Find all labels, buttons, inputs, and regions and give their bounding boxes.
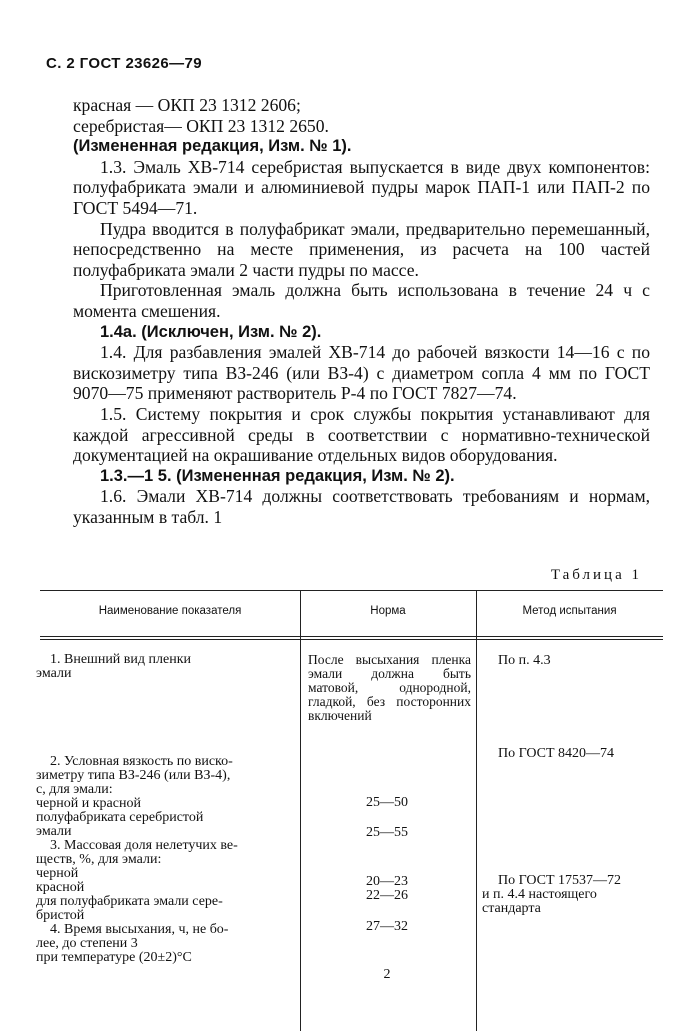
table-row-2-line: полуфабриката серебристой — [36, 810, 204, 825]
table-row-3-method-line: и п. 4.4 настоящего — [482, 887, 597, 902]
table-row-1-line: 1. Внешний вид пленки — [50, 652, 192, 667]
table-row-2-line: зиметру типа ВЗ-246 (или ВЗ-4), — [36, 768, 231, 783]
table-row-3-line: 3. Массовая доля нелетучих ве- — [50, 838, 238, 853]
norm-nonvolatile-black: 20—23 — [366, 874, 408, 889]
table-row-3-method-line: стандарта — [482, 901, 541, 916]
table-header-border — [40, 636, 663, 637]
table-row-2-line: с, для эмали: — [36, 782, 113, 797]
paragraph-1-6: 1.6. Эмали ХВ-714 должны соответствовать требованиям и нормам, указанным в табл. 1 — [73, 486, 650, 527]
norm-viscosity-semi: 25—55 — [366, 825, 408, 840]
norm-nonvolatile-red: 22—26 — [366, 888, 408, 903]
table-row-4-line: при температуре (20±2)°С — [36, 950, 192, 965]
paragraph-1-4a: 1.4а. (Исключен, Изм. № 2). — [100, 322, 322, 341]
column-indicator — [36, 653, 298, 965]
paragraph-prepared: Приготовленная эмаль должна быть использована в течение 24 ч с момента смешения. — [73, 280, 650, 321]
table-row-1-norm: После высыхания пленка эмали должна быть матовой, однородной, гладкой, без посторонних включений — [308, 652, 471, 723]
table-row-2-line: черной и красной — [36, 796, 141, 811]
table-row-2-method: По ГОСТ 8420—74 — [498, 746, 615, 761]
table-row-2-line: 2. Условная вязкость по виско- — [50, 754, 233, 769]
paragraph-okp-silver: серебристая— ОКП 23 1312 2650. — [73, 115, 329, 136]
table-header-method: Метод испытания — [522, 605, 617, 617]
table-row-3-line: ществ, %, для эмали: — [36, 852, 162, 867]
table-row-4-line: 4. Время высыхания, ч, не бо- — [50, 922, 229, 937]
table-top-border — [40, 590, 663, 591]
paragraph-1-5: 1.5. Систему покрытия и срок службы покрытия устанавливают для каждой агрессивной среды в соответствии с нормативно-технической документацией на окрашивание отдельных видов оборудования. — [73, 403, 650, 466]
table-row-4-line: лее, до степени 3 — [36, 936, 138, 951]
table-row-3-line: бристой — [36, 908, 85, 923]
body-text — [73, 95, 650, 527]
amendment-note-1: (Измененная редакция, Изм. № 1). — [73, 137, 352, 156]
norm-drying-time: 2 — [383, 967, 391, 982]
table-row-3-method — [482, 874, 677, 916]
page-header: С. 2 ГОСТ 23626—79 — [46, 55, 203, 72]
table-row-3-line: для полуфабриката эмали сере- — [36, 894, 223, 909]
table-header-norm: Норма — [370, 605, 406, 617]
paragraph-1-4: 1.4. Для разбавления эмалей ХВ-714 до рабочей вязкости 14—16 с по вискозиметру типа ВЗ-246 (или ВЗ-4) с диаметром сопла 4 мм по ГОСТ 9070—75 применяют растворитель Р-4 по ГОСТ 7827—74. — [73, 342, 650, 404]
amendment-note-2: 1.3.—1 5. (Измененная редакция, Изм. № 2). — [100, 466, 455, 485]
norm-nonvolatile-semi: 27—32 — [366, 919, 408, 934]
norm-viscosity-black-red: 25—50 — [366, 795, 408, 810]
table-column-divider — [300, 590, 301, 1031]
table-row-1-method: По п. 4.3 — [498, 653, 551, 668]
row-spacer — [36, 681, 298, 755]
paragraph-okp-red: красная — ОКП 23 1312 2606; — [73, 95, 301, 115]
table-row-2-line: эмали — [36, 824, 72, 839]
table-column-divider — [476, 590, 477, 1031]
table-row-1-line: эмали — [36, 666, 72, 681]
table-row-3-line: красной — [36, 880, 85, 895]
table-caption: Таблица 1 — [550, 567, 642, 583]
table-row-3-line: черной — [36, 866, 79, 881]
paragraph-powder: Пудра вводится в полуфабрикат эмали, предварительно перемешанный, непосредственно на месте применения, из расчета на 100 частей полуфабриката эмали 2 части пудры по массе. — [73, 218, 650, 280]
paragraph-1-3: 1.3. Эмаль ХВ-714 серебристая выпускается в виде двух компонентов: полуфабриката эмали и алюминиевой пудры марок ПАП-1 или ПАП-2 по ГОСТ 5494—71. — [73, 156, 650, 218]
table-header-indicator: Наименование показателя — [98, 605, 242, 617]
table-header-border-double — [40, 639, 663, 640]
table-row-3-method-line: По ГОСТ 17537—72 — [498, 873, 622, 888]
